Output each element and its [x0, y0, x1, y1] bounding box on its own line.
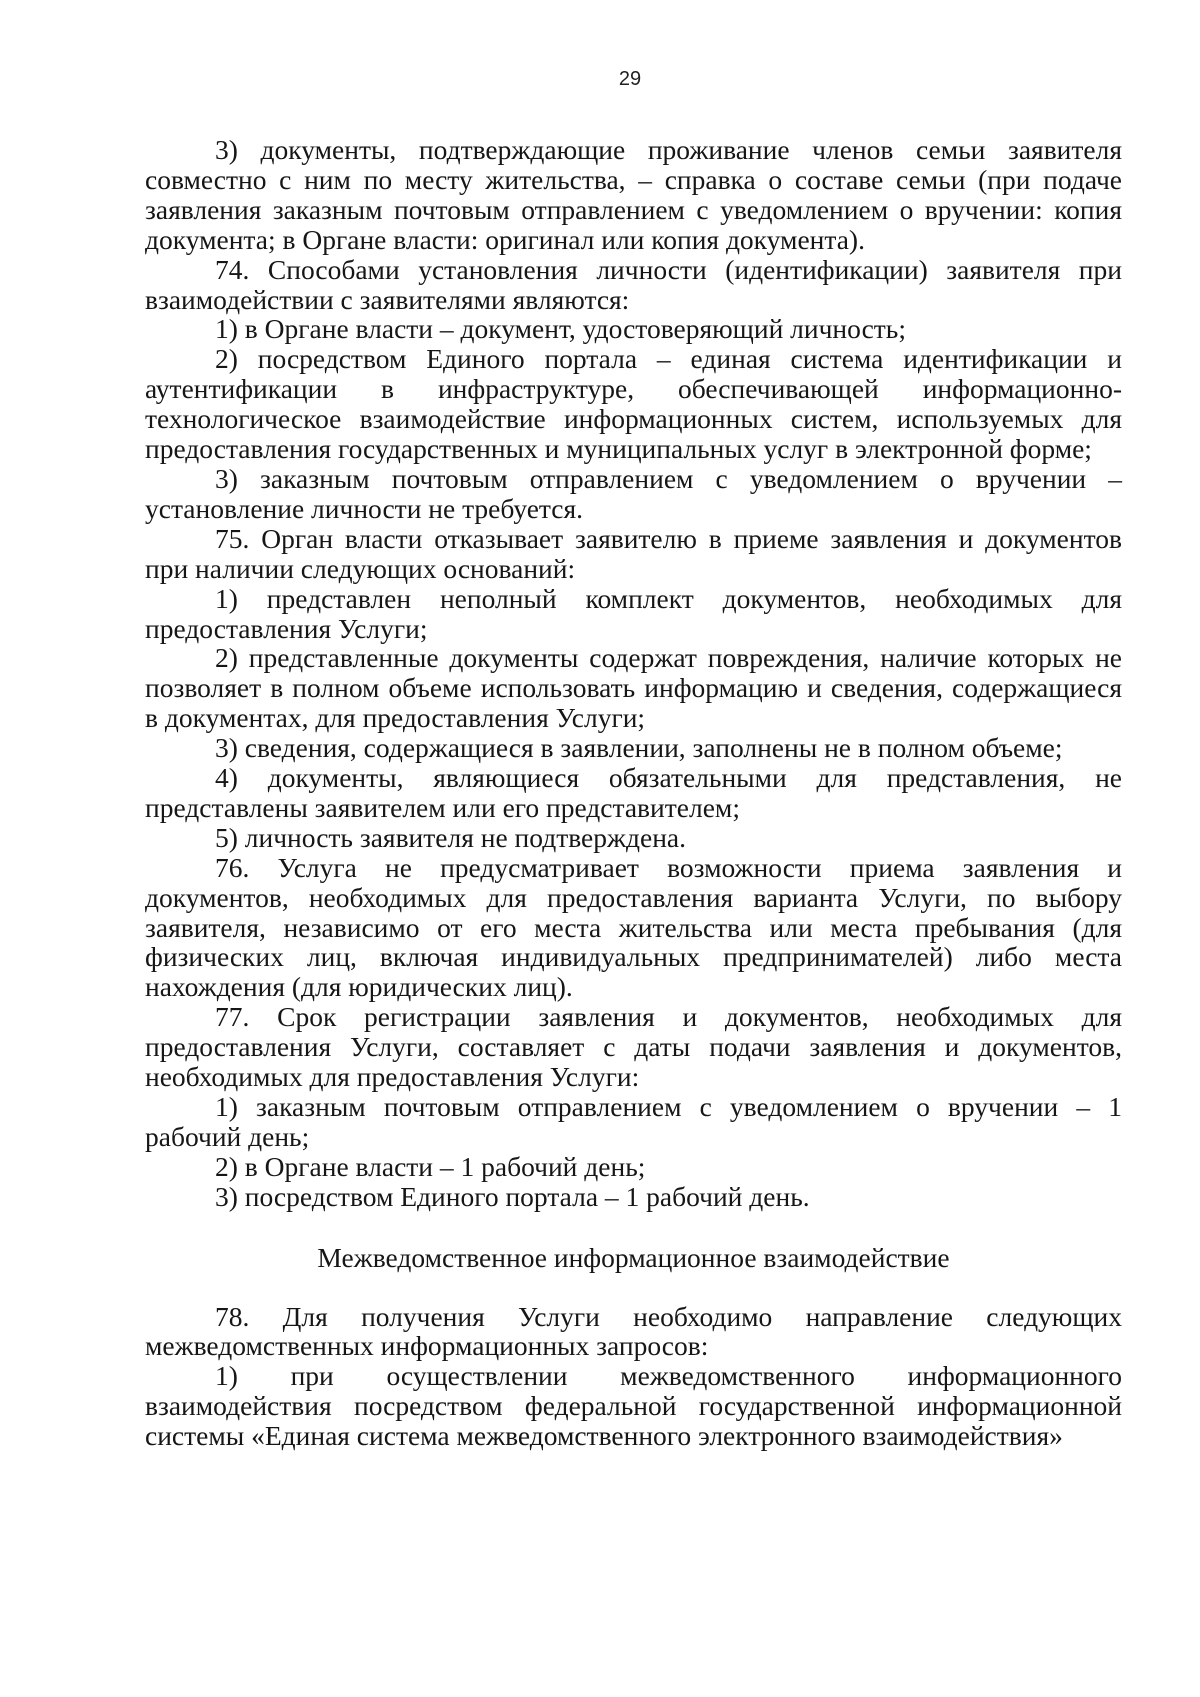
paragraph-77-item-1: 1) заказным почтовым отправлением с уведомлением о вручении – 1 рабочий день; — [145, 1091, 1122, 1152]
paragraph-3-family-documents: 3) документы, подтверждающие проживание членов семьи заявителя совместно с ним по месту жительства, – справка о составе семьи (при подаче заявления заказным почтовым отправлением с уведомлением о вручении: копия документа; в Органе власти: оригинал или копия документа). — [145, 134, 1122, 255]
paragraph-76-extraterritorial: 76. Услуга не предусматривает возможности приема заявления и документов, необходимых для предоставления варианта Услуги, по выбору заявителя, независимо от его места жительства или места пребывания (для физических лиц, включая индивидуальных предпринимателей) либо места нахождения (для юридических лиц). — [145, 851, 1122, 1003]
paragraph-75-item-4: 4) документы, являющиеся обязательными для представления, не представлены заявителем или его представителем; — [145, 762, 1122, 823]
paragraph-75-item-1: 1) представлен неполный комплект документов, необходимых для предоставления Услуги; — [145, 582, 1122, 644]
paragraph-74-item-3: 3) заказным почтовым отправлением с уведомлением о вручении – установление личности не требуется. — [145, 462, 1122, 524]
paragraph-75-refusal-grounds: 75. Орган власти отказывает заявителю в приеме заявления и документов при наличии следующих оснований: — [145, 522, 1122, 584]
paragraph-77-registration-term: 77. Срок регистрации заявления и документов, необходимых для предоставления Услуги, составляет с даты подачи заявления и документов, необходимых для предоставления Услуги: — [145, 1001, 1122, 1093]
paragraph-74-item-1: 1) в Органе власти – документ, удостоверяющий личность; — [215, 313, 906, 345]
document-body — [145, 135, 1122, 1451]
paragraph-78-item-1: 1) при осуществлении межведомственного информационного взаимодействия посредством федеральной государственной информационной системы «Единая система межведомственного электронного взаимодействия» — [145, 1360, 1122, 1452]
paragraph-75-item-3: 3) сведения, содержащиеся в заявлении, заполнены не в полном объеме; — [215, 732, 1063, 764]
paragraph-75-item-2: 2) представленные документы содержат повреждения, наличие которых не позволяет в полном объеме использовать информацию и сведения, содержащиеся в документах, для предоставления Услуги; — [145, 642, 1122, 734]
paragraph-74-identification-methods: 74. Способами установления личности (идентификации) заявителя при взаимодействии с заявителями являются: — [145, 253, 1122, 315]
paragraph-77-item-3: 3) посредством Единого портала – 1 рабочий день. — [215, 1180, 810, 1212]
paragraph-78-interagency-requests: 78. Для получения Услуги необходимо направление следующих межведомственных информационных запросов: — [145, 1300, 1122, 1362]
paragraph-75-item-5: 5) личность заявителя не подтверждена. — [215, 821, 686, 853]
section-heading: Межведомственное информационное взаимодействие — [317, 1241, 950, 1273]
paragraph-77-item-2: 2) в Органе власти – 1 рабочий день; — [215, 1150, 646, 1182]
paragraph-74-item-2: 2) посредством Единого портала – единая система идентификации и аутентификации в инфраструктуре, обеспечивающей информационно-технологическое взаимодействие информационных систем, используемых для предоставления государственных и муниципальных услуг в электронной форме; — [145, 343, 1122, 465]
page-number: 29 — [618, 68, 642, 90]
